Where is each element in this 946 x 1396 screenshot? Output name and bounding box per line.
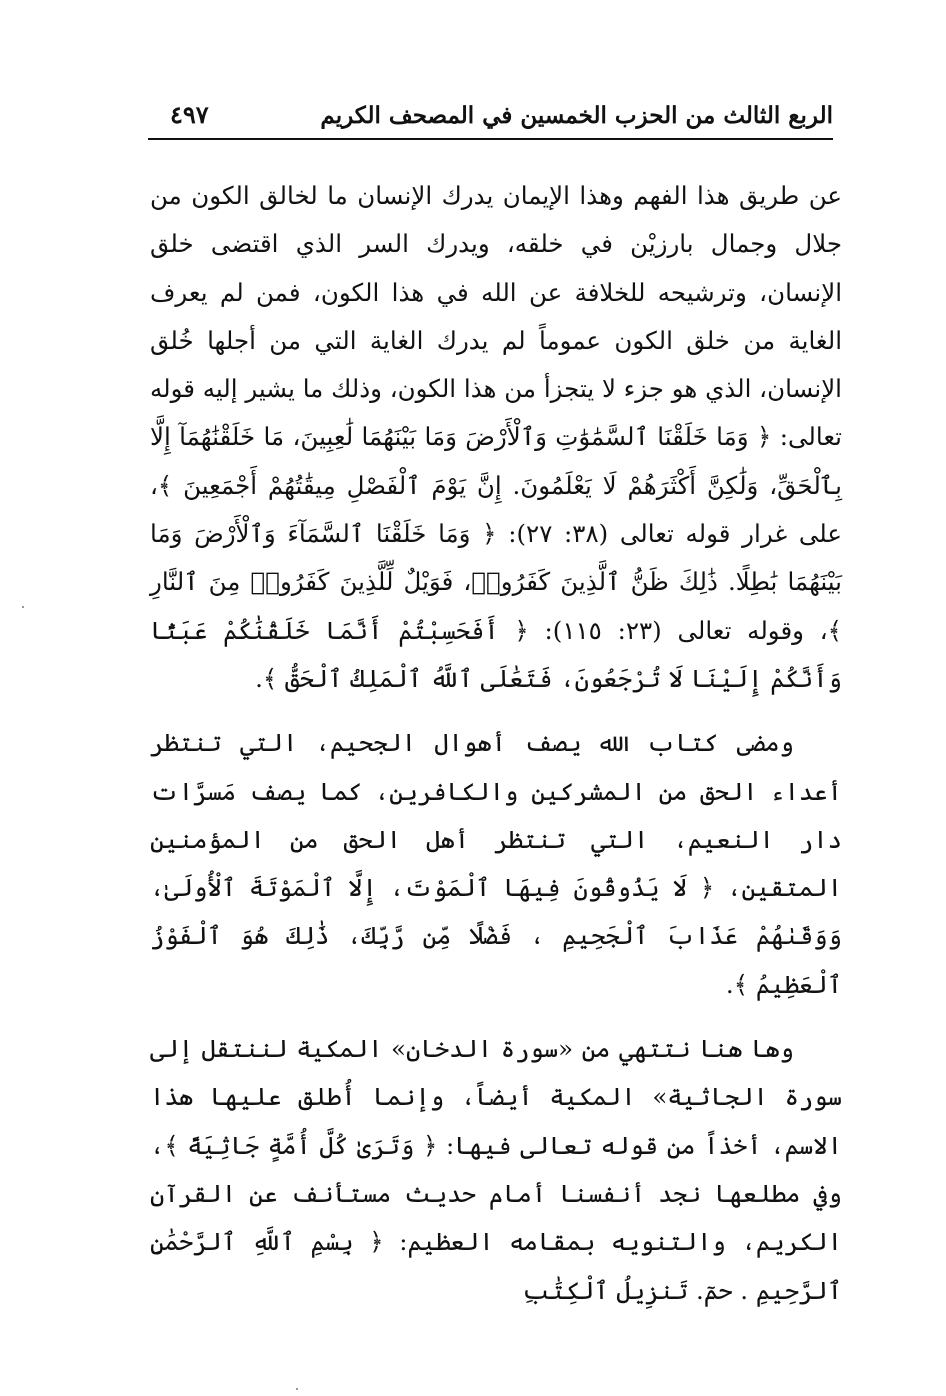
scan-speck [296, 1388, 298, 1390]
paragraph-1-text: عن طريق هذا الفهم وهذا الإيمان يدرك الإنسان ما لخالق الكون من جلال وجمال بارزيْن في خلقه، ويدرك السر الذي اقتضى خلق الإنسان، وترشيحه للخلافة عن الله في هذا الكون، فمن لم يعرف الغاية من خلق الكون عموماً لم يدرك الغاية التي من أجلها خُلق الإنسان، الذي هو جزء لا يتجزأ من هذا الكون، وذلك ما يشير إليه قوله تعالى: ﴿ وَمَا خَلَقْنَا ٱلسَّمَٰوَٰتِ وَٱلْأَرْضَ وَمَا بَيْنَهُمَا لَٰعِبِينَ، مَا خَلَقْنَٰهُمَآ إِلَّا بِٱلْحَقِّ، وَلَٰكِنَّ أَكْثَرَهُمْ لَا يَعْلَمُونَ. إِنَّ يَوْمَ ٱلْفَصْلِ مِيقَٰتُهُمْ أَجْمَعِينَ ﴾، على غرار قوله تعالى (٣٨: ٢٧): ﴿ وَمَا خَلَقْنَا ٱلسَّمَآءَ وَٱلْأَرْضَ وَمَا بَيْنَهُمَا بَٰطِلًا. ذَٰلِكَ ظَنُّ ٱلَّذِينَ كَفَرُوا۟، فَوَيْلٌ لِّلَّذِينَ كَفَرُوا۟ مِنَ ٱلنَّارِ ﴾، وقوله تعالى (٢٣: ١١٥): ﴿ أَفَحَسِبْتُمْ أَنَّمَا خَلَقْنَٰكُمْ عَبَثًا وَأَنَّكُمْ إِلَيْنَا لَا تُرْجَعُونَ، فَتَعَٰلَى ٱللَّهُ ٱلْمَلِكُ ٱلْحَقُّ ﴾. [150, 181, 842, 693]
page-number: ٤٩٧ [170, 100, 209, 129]
scan-speck [22, 606, 24, 608]
running-header [148, 94, 833, 138]
body-text [150, 172, 842, 1315]
paragraph-3-text: وها هنا نتتهي من «سورة الدخان» المكية لننتقل إلى سورة الجاثية» المكية أيضاً، وإنما أُطلق عليها هذا الاسم، أخذاً من قوله تعالى فيها: ﴿ وَتَرَىٰ كُلَّ أُمَّةٍ جَاثِيَةً ﴾، وفي مطلعها نجد أنفسنا أمام حديث مستأنف عن القرآن الكريم، والتنويه بمقامه العظيم: ﴿ بِسْمِ ٱللَّهِ ٱلرَّحْمَٰنِ ٱلرَّحِيمِ . حمٓ. تَنزِيلُ ٱلْكِتَٰبِ [150, 1034, 842, 1305]
paragraph-1 [150, 172, 842, 703]
header-rule [148, 138, 833, 140]
paragraph-2-text: ومضى كتاب الله يصف أهوال الجحيم، التي تنتظر أعداء الحق من المشركين والكافرين، كما يصف مَسرَّات دار النعيم، التي تنتظر أهل الحق من المؤمنين المتقين، ﴿ لَا يَذُوقُونَ فِيهَا ٱلْمَوْتَ، إِلَّا ٱلْمَوْتَةَ ٱلْأُولَىٰ، وَوَقَىٰهُمْ عَذَابَ ٱلْجَحِيمِ ، فَضْلًا مِّن رَّبِّكَ، ذَٰلِكَ هُوَ ٱلْفَوْزُ ٱلْعَظِيمُ ﴾. [150, 728, 842, 999]
header-title: الربع الثالث من الحزب الخمسين في المصحف الكريم [320, 102, 833, 129]
paragraph-2 [150, 719, 842, 1009]
paragraph-3 [150, 1025, 842, 1315]
